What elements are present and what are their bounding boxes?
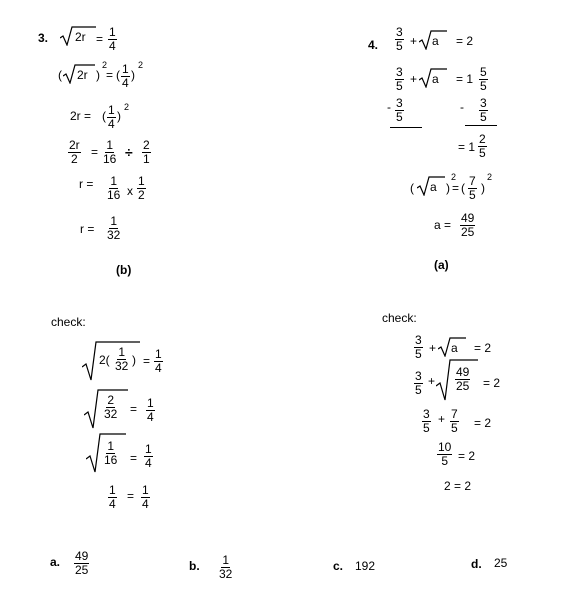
equals: = 2	[458, 449, 476, 463]
plus-sign: +	[410, 34, 418, 48]
fraction: $\frac{3}{5}$	[423, 407, 430, 435]
equals: = 2	[474, 341, 492, 355]
fraction: $\frac{1}{16}$	[107, 174, 121, 202]
radical	[86, 433, 126, 473]
lhs: 2r =	[70, 109, 92, 123]
equals: =	[130, 451, 138, 465]
radicand: 2(	[99, 353, 110, 367]
radicand: a	[432, 34, 439, 48]
fraction: $\frac{1}{4}$	[122, 62, 129, 90]
fraction: $\frac{1}{16}$	[103, 138, 117, 166]
fraction: $\frac{2}{5}$	[479, 132, 486, 160]
fraction: $\frac{5}{5}$	[480, 65, 487, 93]
fraction: $\frac{2}{32}$	[104, 393, 118, 421]
fraction: $\frac{1}{32}$	[107, 214, 121, 242]
equals: =	[127, 489, 135, 503]
fraction: $\frac{2}{1}$	[143, 138, 150, 166]
fraction: $\frac{49}{25}$	[461, 211, 475, 239]
fraction: $\frac{1}{32}$	[115, 345, 129, 373]
result: 2 = 2	[444, 479, 472, 493]
radical	[438, 337, 466, 357]
divider-line	[465, 125, 497, 126]
label-b: (b)	[116, 263, 132, 277]
paren: )	[132, 353, 136, 367]
paren: )	[96, 68, 100, 82]
fraction: $\frac{1}{4}$	[109, 25, 116, 53]
paren: (	[102, 109, 106, 123]
radical	[436, 359, 478, 401]
paren: (	[461, 181, 465, 195]
fraction: $\frac{1}{4}$	[142, 483, 149, 511]
divider-line	[390, 127, 422, 128]
paren: )	[131, 68, 135, 82]
fraction: $\frac{1}{4}$	[108, 103, 115, 131]
paren: )	[446, 181, 450, 195]
radicand: a	[430, 180, 437, 194]
radicand: a	[451, 341, 458, 355]
fraction: $\frac{3}{5}$	[396, 65, 403, 93]
fraction: $\frac{10}{5}$	[438, 440, 452, 468]
choice-label: a.	[50, 555, 61, 569]
times-sign: x	[127, 184, 133, 198]
divide-sign: ÷	[125, 144, 133, 160]
problem-number: 3.	[38, 31, 49, 45]
lhs: a =	[434, 218, 452, 232]
exponent: 2	[451, 172, 457, 182]
check-title: check:	[382, 311, 417, 325]
radical	[82, 341, 140, 381]
radicand: 2r	[75, 30, 86, 44]
fraction: $\frac{1}{4}$	[147, 396, 154, 424]
fraction: $\frac{1}{2}$	[138, 174, 145, 202]
plus-sign: +	[410, 72, 418, 86]
radical	[63, 64, 95, 84]
equals: = 2	[474, 416, 492, 430]
fraction: $\frac{3}{5}$	[480, 96, 487, 124]
paren: (	[58, 68, 62, 82]
fraction: $\frac{49}{25}$	[75, 549, 89, 577]
plus-sign: +	[429, 341, 437, 355]
exponent: 2	[124, 102, 130, 112]
radicand: a	[432, 72, 439, 86]
equals: = 2	[456, 34, 474, 48]
equals: = 1	[458, 140, 476, 154]
plus-sign: +	[438, 412, 446, 426]
label-a: (a)	[434, 258, 449, 272]
radical	[417, 176, 445, 196]
exponent: 2	[138, 60, 144, 70]
equals: = 1	[456, 72, 474, 86]
equals: =	[91, 145, 99, 159]
fraction: $\frac{2r}{2}$	[69, 138, 80, 166]
equals: =	[143, 354, 151, 368]
plus-sign: +	[428, 374, 436, 388]
fraction: $\frac{1}{32}$	[219, 553, 233, 581]
radical	[419, 68, 447, 88]
fraction: $\frac{3}{5}$	[396, 96, 403, 124]
exponent: 2	[102, 60, 108, 70]
fraction: $\frac{1}{4}$	[109, 483, 116, 511]
choice-label: c.	[333, 559, 344, 573]
radical	[60, 26, 96, 46]
lhs: r =	[80, 222, 95, 236]
fraction: $\frac{1}{4}$	[145, 442, 152, 470]
paren: (	[116, 68, 120, 82]
radical	[419, 30, 447, 50]
fraction: $\frac{7}{5}$	[451, 407, 458, 435]
fraction: $\frac{1}{16}$	[104, 439, 118, 467]
equals: =	[130, 402, 138, 416]
radical	[84, 389, 128, 429]
radicand: 2r	[77, 68, 88, 82]
choice-label: d.	[471, 557, 482, 571]
choice-label: b.	[189, 559, 200, 573]
equals: = 2	[483, 376, 501, 390]
equals: =	[96, 32, 104, 46]
lhs: r =	[79, 177, 94, 191]
fraction: $\frac{1}{4}$	[155, 347, 162, 375]
fraction: $\frac{7}{5}$	[469, 174, 476, 202]
fraction: $\frac{3}{5}$	[396, 25, 403, 53]
choice-value: 192	[355, 559, 376, 573]
check-title: check:	[51, 315, 86, 329]
exponent: 2	[487, 172, 493, 182]
equals: =	[452, 181, 460, 195]
problem-number: 4.	[368, 38, 379, 52]
choice-value: 25	[494, 556, 508, 570]
fraction: $\frac{49}{25}$	[456, 365, 470, 393]
paren: (	[410, 181, 414, 195]
minus-sign: -	[387, 100, 391, 114]
paren: )	[481, 181, 485, 195]
fraction: $\frac{3}{5}$	[415, 333, 422, 361]
minus-sign: -	[460, 100, 464, 114]
paren: )	[117, 109, 121, 123]
equals: =	[106, 68, 114, 82]
fraction: $\frac{3}{5}$	[415, 369, 422, 397]
